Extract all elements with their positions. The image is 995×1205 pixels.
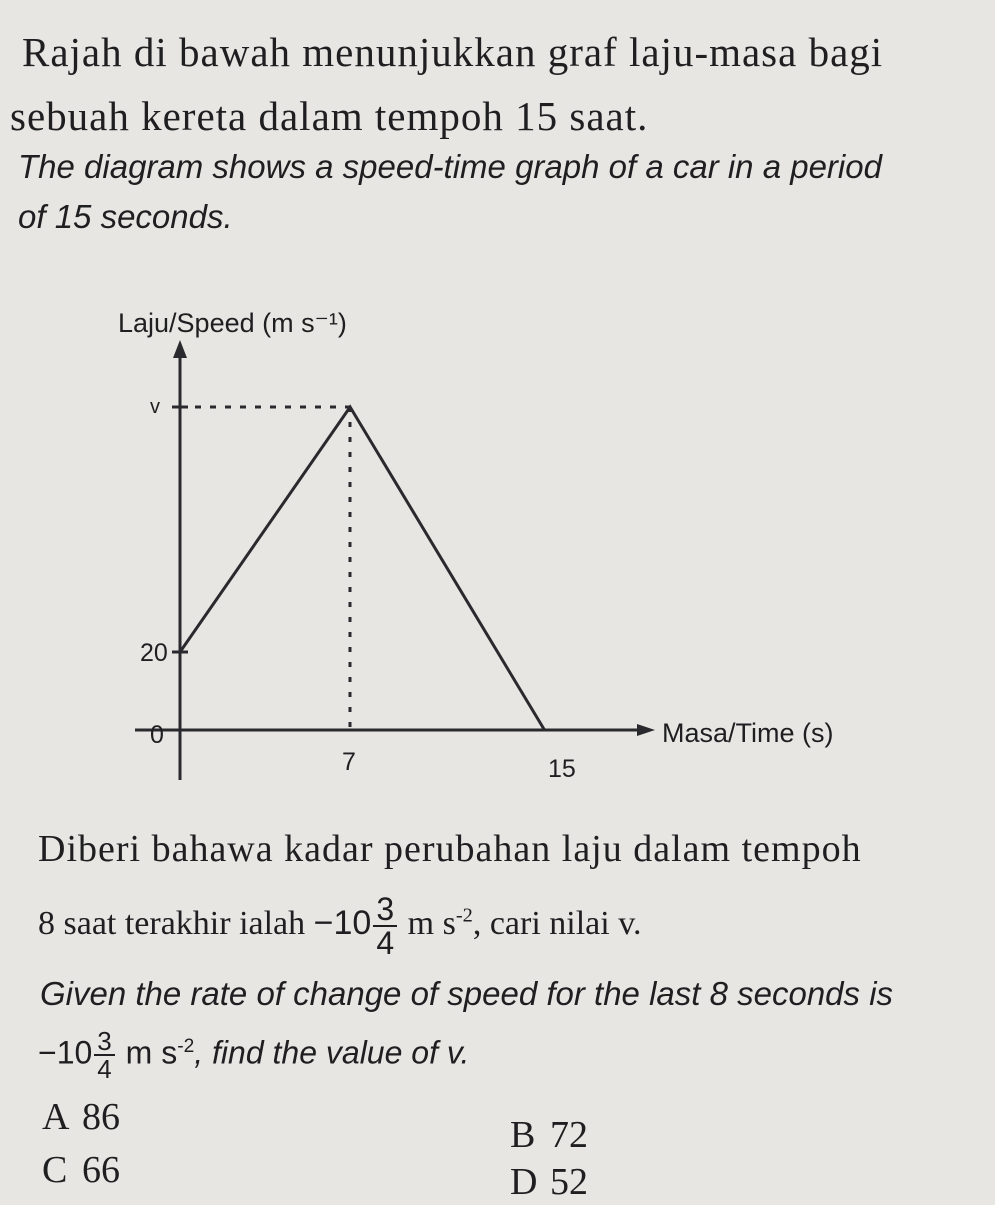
option-letter: B xyxy=(510,1114,536,1156)
option-letter: A xyxy=(42,1096,70,1138)
intro-en-line-2: of 15 seconds. xyxy=(18,198,233,235)
option-value: 52 xyxy=(550,1161,588,1203)
question-ms-line-1: Diberi bahawa kadar perubahan laju dalam tempoh xyxy=(38,828,862,870)
option-a[interactable] xyxy=(42,1095,120,1139)
fraction-numerator: 3 xyxy=(94,1028,114,1056)
y-axis-arrow-icon xyxy=(173,340,187,358)
option-letter: C xyxy=(42,1149,68,1191)
question-en-fraction xyxy=(94,1028,114,1082)
x-tick-label-0: 0 xyxy=(150,721,164,749)
speed-series-line xyxy=(180,407,545,730)
question-en-line-2 xyxy=(38,1028,469,1082)
y-axis-label: Laju/Speed (m s⁻¹) xyxy=(118,308,347,338)
option-value: 72 xyxy=(550,1114,588,1156)
option-letter: D xyxy=(510,1161,538,1203)
question-ms-line-2 xyxy=(38,893,642,959)
question-en-unit: m s xyxy=(125,1034,178,1071)
x-axis-label: Masa/Time (s) xyxy=(662,718,834,748)
intro-ms-line-2: sebuah kereta dalam tempoh 15 saat. xyxy=(10,93,649,139)
speed-time-graph xyxy=(0,280,995,800)
intro-ms-line-1: Rajah di bawah menunjukkan graf laju-masa bagi xyxy=(22,29,884,75)
x-tick-label-7: 7 xyxy=(342,748,356,776)
intro-en-line-1: The diagram shows a speed-time graph of a car in a period xyxy=(18,148,882,185)
fraction-denominator: 4 xyxy=(376,925,395,961)
question-ms-unit-exp: -2 xyxy=(455,904,473,927)
fraction-denominator: 4 xyxy=(97,1054,112,1084)
question-ms-text-a: 8 saat terakhir ialah xyxy=(38,904,306,942)
option-c[interactable] xyxy=(42,1148,120,1192)
question-ms-neg: −10 xyxy=(313,903,372,942)
question-en-line-1: Given the rate of change of speed for the last 8 seconds is xyxy=(40,975,894,1012)
x-tick-label-15: 15 xyxy=(548,755,576,783)
y-tick-label-20: 20 xyxy=(140,639,168,667)
option-value: 66 xyxy=(82,1149,120,1191)
question-ms-unit: m s xyxy=(407,904,456,942)
option-d[interactable] xyxy=(510,1160,588,1204)
fraction-numerator: 3 xyxy=(373,893,397,927)
question-en-text-b: , find the value of v. xyxy=(194,1034,470,1071)
question-ms-text-b: , cari nilai v. xyxy=(472,904,642,942)
option-value: 86 xyxy=(82,1096,120,1138)
option-b[interactable] xyxy=(510,1113,588,1157)
question-en-unit-exp: -2 xyxy=(177,1035,195,1057)
question-en-neg: −10 xyxy=(38,1034,93,1071)
x-axis-arrow-icon xyxy=(637,724,655,736)
question-ms-fraction xyxy=(373,893,397,959)
y-tick-label-v: v xyxy=(150,396,160,418)
